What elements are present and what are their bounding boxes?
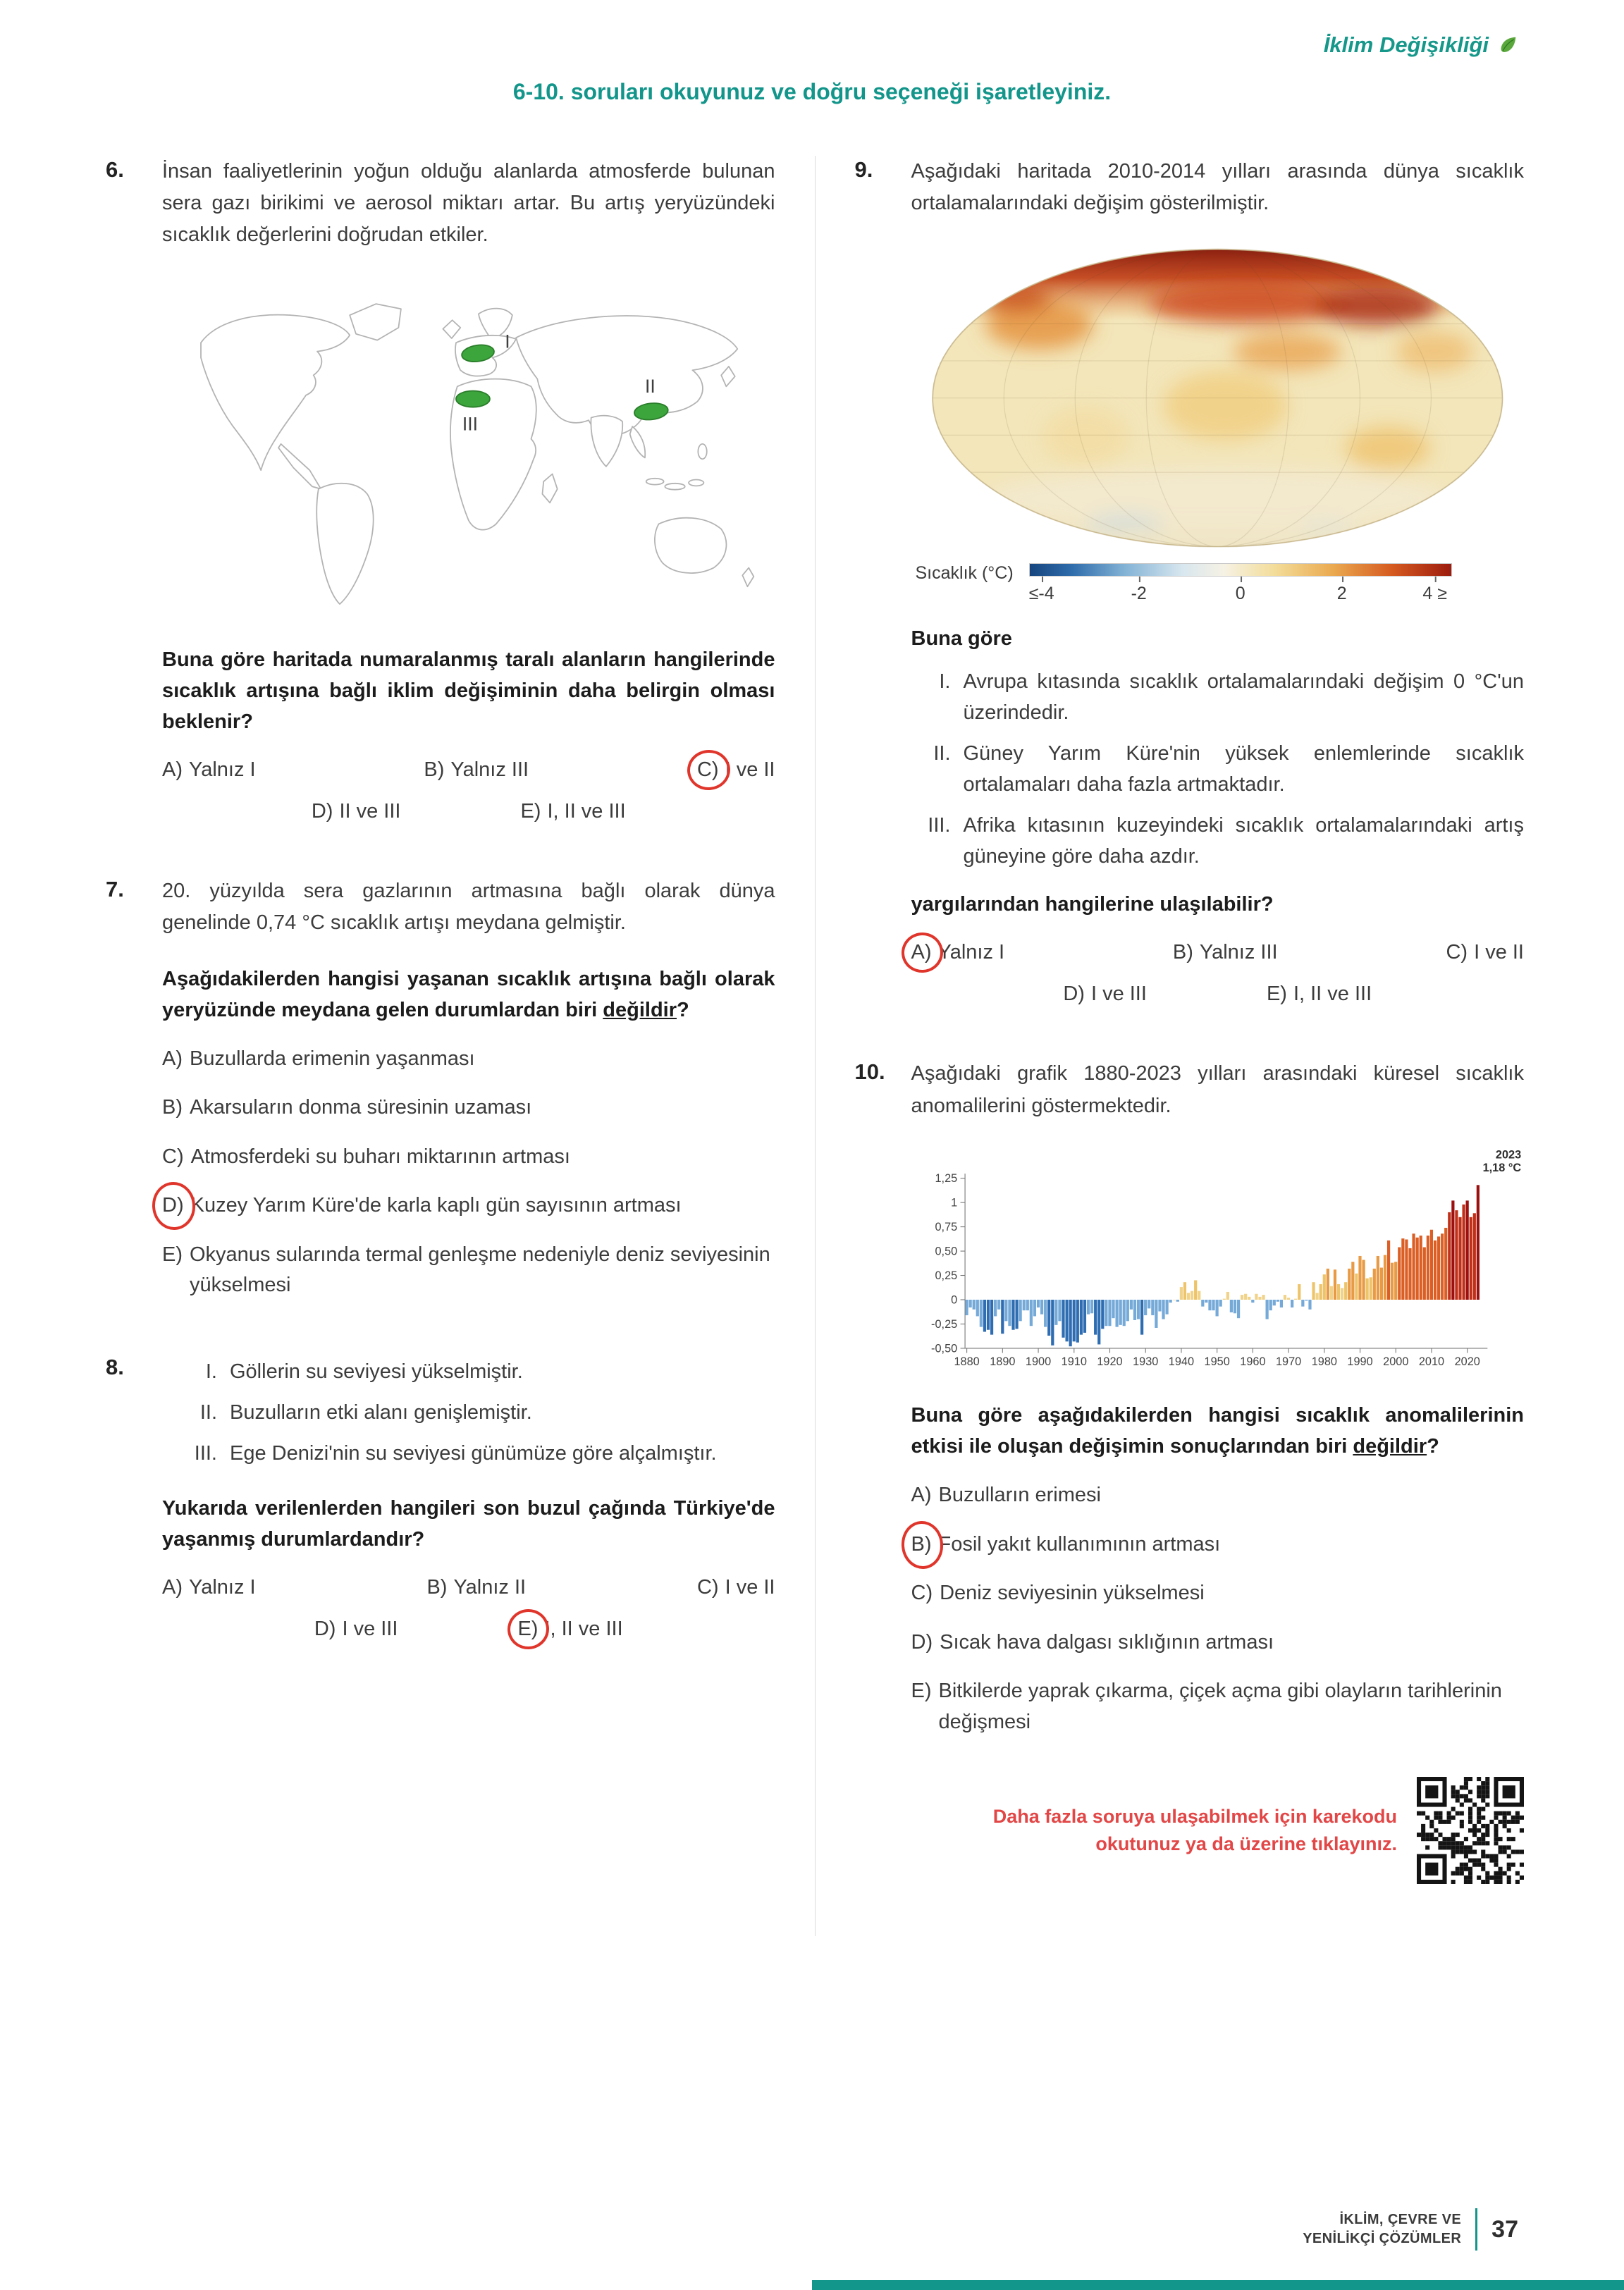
page-header bbox=[1324, 32, 1518, 58]
svg-text:1930: 1930 bbox=[1132, 1355, 1158, 1368]
question-9-options-row-1 bbox=[911, 941, 1525, 964]
question-8-stem: Yukarıda verilenlerden hangileri son buzul çağında Türkiye'de yaşanmış durumlardandır? bbox=[162, 1496, 775, 1551]
zone-3 bbox=[456, 390, 490, 407]
temperature-scale bbox=[911, 563, 1525, 606]
left-column bbox=[106, 156, 815, 1936]
question-8-options-row-2 bbox=[162, 1618, 775, 1641]
qr-code[interactable] bbox=[1417, 1777, 1524, 1884]
question-8 bbox=[106, 1353, 775, 1641]
option-q10-e[interactable]: E) Bitkilerde yaprak çıkarma, çiçek açma gibi olayların tarihlerinin değişmesi bbox=[911, 1680, 1502, 1733]
question-10-text: Aşağıdaki grafik 1880-2023 yılları arasındaki küresel sıcaklık anomalilerini göstermektedir. bbox=[911, 1062, 1524, 1117]
svg-text:2023: 2023 bbox=[1495, 1148, 1521, 1162]
anomaly-chart-svg bbox=[911, 1146, 1525, 1376]
anomaly-chart-figure bbox=[911, 1146, 1525, 1376]
svg-text:1890: 1890 bbox=[989, 1355, 1015, 1368]
option-q7-a[interactable]: A) Buzullarda erimenin yaşanması bbox=[162, 1047, 475, 1070]
question-6-text: İnsan faaliyetlerinin yoğun olduğu alanlarda atmosferde bulunan sera gazı birikimi ve aerosol miktarı artar. Bu artış yeryüzündeki sıcaklık değerlerini doğrudan etkiler. bbox=[162, 160, 775, 247]
question-7-stem: Aşağıdakilerden hangisi yaşanan sıcaklık artışına bağlı olarak yeryüzünde meydana gelen durumlardan biri değildir? bbox=[162, 967, 775, 1021]
scale-ticks: ≤-4 -2 0 2 4 ≥ bbox=[1028, 583, 1447, 603]
option-q6-b[interactable]: B) Yalnız III bbox=[424, 758, 529, 782]
page-number: 37 bbox=[1491, 2215, 1518, 2243]
chapter-title: İklim Değişikliği bbox=[1323, 32, 1489, 57]
qr-section bbox=[911, 1777, 1525, 1884]
question-6 bbox=[106, 156, 775, 823]
question-10 bbox=[855, 1058, 1525, 1884]
list-item: I. Göllerin su seviyesi yükselmiştir. bbox=[205, 1360, 523, 1383]
question-10-stem: Buna göre aşağıdakilerden hangisi sıcaklık anomalilerinin etkisi ile oluşan değişimin sonuçlarından biri değildir? bbox=[911, 1403, 1524, 1458]
question-6-stem: Buna göre haritada numaralanmış taralı alanların hangilerinde sıcaklık artışına bağlı iklim değişiminin daha belirgin olması beklenir? bbox=[162, 648, 775, 733]
svg-text:1880: 1880 bbox=[953, 1355, 980, 1368]
option-q10-b[interactable]: B) Fosil yakıt kullanımının artması bbox=[911, 1529, 1525, 1560]
footer-separator bbox=[1475, 2208, 1477, 2251]
question-9-items bbox=[911, 666, 1525, 872]
question-9-text: Aşağıdaki haritada 2010-2014 yılları arasında dünya sıcaklık ortalamalarındaki değişim gösterilmiştir. bbox=[911, 160, 1524, 215]
map-label-2: II bbox=[644, 375, 656, 397]
list-item: I. Avrupa kıtasında sıcaklık ortalamalarındaki değişim 0 °C'un üzerindedir. bbox=[939, 670, 1524, 724]
list-item: III. Ege Denizi'nin su seviyesi günümüze göre alçalmıştır. bbox=[194, 1441, 717, 1465]
option-q10-a[interactable]: A) Buzulların erimesi bbox=[911, 1484, 1101, 1507]
svg-text:1,25: 1,25 bbox=[934, 1171, 957, 1185]
svg-text:1990: 1990 bbox=[1346, 1355, 1373, 1368]
question-8-options-row-1 bbox=[162, 1576, 775, 1599]
question-9-heading: Buna göre bbox=[911, 627, 1012, 650]
svg-text:2010: 2010 bbox=[1418, 1355, 1444, 1368]
footer-label: İKLİM, ÇEVRE VE YENİLİKÇİ ÇÖZÜMLER bbox=[1303, 2212, 1462, 2246]
option-q9-e[interactable]: E) I, II ve III bbox=[1266, 983, 1372, 1006]
option-q8-e[interactable]: E) I, II ve III bbox=[517, 1618, 623, 1641]
option-q6-d[interactable]: D) II ve III bbox=[311, 800, 401, 823]
option-q10-d[interactable]: D) Sıcak hava dalgası sıklığının artması bbox=[911, 1630, 1274, 1654]
right-column bbox=[816, 156, 1525, 1936]
question-9-number: 9. bbox=[854, 157, 873, 182]
qr-instruction-text: Daha fazla soruya ulaşabilmek için karekodu okutunuz ya da üzerine tıklayınız. bbox=[992, 1805, 1397, 1855]
question-9 bbox=[855, 156, 1525, 1006]
content-columns bbox=[0, 105, 1624, 1936]
svg-text:1920: 1920 bbox=[1096, 1355, 1123, 1368]
temperature-anomaly-map-figure bbox=[911, 243, 1525, 605]
instruction-heading: 6-10. soruları okuyunuz ve doğru seçeneği işaretleyiniz. bbox=[512, 79, 1112, 104]
option-q7-e[interactable]: E) Okyanus sularında termal genleşme nedeniyle deniz seviyesinin yükselmesi bbox=[162, 1243, 770, 1297]
svg-text:2000: 2000 bbox=[1382, 1355, 1408, 1368]
svg-text:1980: 1980 bbox=[1311, 1355, 1337, 1368]
svg-text:0,25: 0,25 bbox=[934, 1269, 957, 1282]
question-6-options-row-1 bbox=[162, 758, 775, 782]
page-footer bbox=[1303, 2208, 1518, 2251]
option-q7-b[interactable]: B) Akarsuların donma süresinin uzaması bbox=[162, 1096, 532, 1119]
question-10-number: 10. bbox=[854, 1059, 885, 1085]
map-label-1: I bbox=[505, 330, 510, 352]
leaf-icon bbox=[1497, 35, 1518, 56]
option-q9-c[interactable]: C) I ve II bbox=[1446, 941, 1524, 964]
world-map-figure bbox=[162, 283, 775, 620]
svg-text:2020: 2020 bbox=[1454, 1355, 1480, 1368]
question-8-items bbox=[162, 1356, 775, 1469]
svg-text:0: 0 bbox=[950, 1293, 957, 1307]
list-item: II. Güney Yarım Küre'nin yüksek enlemlerinde sıcaklık ortalamaları daha fazla artmaktadır. bbox=[933, 741, 1524, 796]
svg-text:0,75: 0,75 bbox=[934, 1220, 957, 1233]
option-q9-b[interactable]: B) Yalnız III bbox=[1172, 941, 1278, 964]
question-6-options-row-2 bbox=[162, 800, 775, 823]
question-6-number: 6. bbox=[106, 157, 124, 182]
map-label-3: III bbox=[462, 413, 479, 435]
svg-text:1940: 1940 bbox=[1168, 1355, 1194, 1368]
svg-text:0,50: 0,50 bbox=[934, 1245, 957, 1258]
option-q6-c[interactable]: C) I ve II bbox=[696, 758, 775, 782]
svg-text:1970: 1970 bbox=[1275, 1355, 1301, 1368]
scale-label: Sıcaklık (°C) bbox=[915, 562, 1014, 583]
question-9-stem: yargılarından hangilerine ulaşılabilir? bbox=[911, 893, 1274, 916]
svg-text:1,18 °C: 1,18 °C bbox=[1482, 1161, 1521, 1174]
list-item: III. Afrika kıtasının kuzeyindeki sıcaklık ortalamalarındaki artış güneyine göre daha azdır. bbox=[928, 814, 1524, 868]
option-q7-d[interactable]: D) Kuzey Yarım Küre'de karla kaplı gün sayısının artması bbox=[162, 1190, 775, 1221]
option-q8-d[interactable]: D) I ve III bbox=[314, 1618, 398, 1641]
svg-text:-0,25: -0,25 bbox=[930, 1317, 957, 1331]
color-scale-bar bbox=[1029, 563, 1452, 577]
option-q6-a[interactable]: A) Yalnız I bbox=[162, 758, 256, 782]
svg-text:1910: 1910 bbox=[1061, 1355, 1087, 1368]
svg-text:1950: 1950 bbox=[1204, 1355, 1230, 1368]
list-item: II. Buzulların etki alanı genişlemiştir. bbox=[199, 1401, 532, 1424]
option-q9-d[interactable]: D) I ve III bbox=[1063, 983, 1147, 1006]
question-7-number: 7. bbox=[106, 877, 124, 902]
option-q6-e[interactable]: E) I, II ve III bbox=[520, 800, 626, 823]
question-8-number: 8. bbox=[106, 1354, 124, 1379]
question-7 bbox=[106, 875, 775, 1301]
svg-text:1900: 1900 bbox=[1025, 1355, 1051, 1368]
option-q9-a[interactable]: A) Yalnız I bbox=[911, 941, 1005, 964]
svg-text:1: 1 bbox=[950, 1196, 957, 1209]
svg-text:-0,50: -0,50 bbox=[930, 1342, 957, 1355]
svg-text:1960: 1960 bbox=[1239, 1355, 1266, 1368]
question-7-text: 20. yüzyılda sera gazlarının artmasına bağlı olarak dünya genelinde 0,74 °C sıcaklık artışı meydana gelmiştir. bbox=[162, 880, 775, 935]
option-q8-c[interactable]: C) I ve II bbox=[696, 1576, 775, 1599]
option-q8-a[interactable]: A) Yalnız I bbox=[162, 1576, 256, 1599]
option-q10-c[interactable]: C) Deniz seviyesinin yükselmesi bbox=[911, 1582, 1205, 1605]
option-q8-b[interactable]: B) Yalnız II bbox=[426, 1576, 527, 1599]
question-9-options-row-2 bbox=[911, 983, 1525, 1006]
bottom-accent-bar bbox=[812, 2280, 1624, 2290]
option-q7-c[interactable]: C) Atmosferdeki su buharı miktarının artması bbox=[162, 1145, 570, 1168]
